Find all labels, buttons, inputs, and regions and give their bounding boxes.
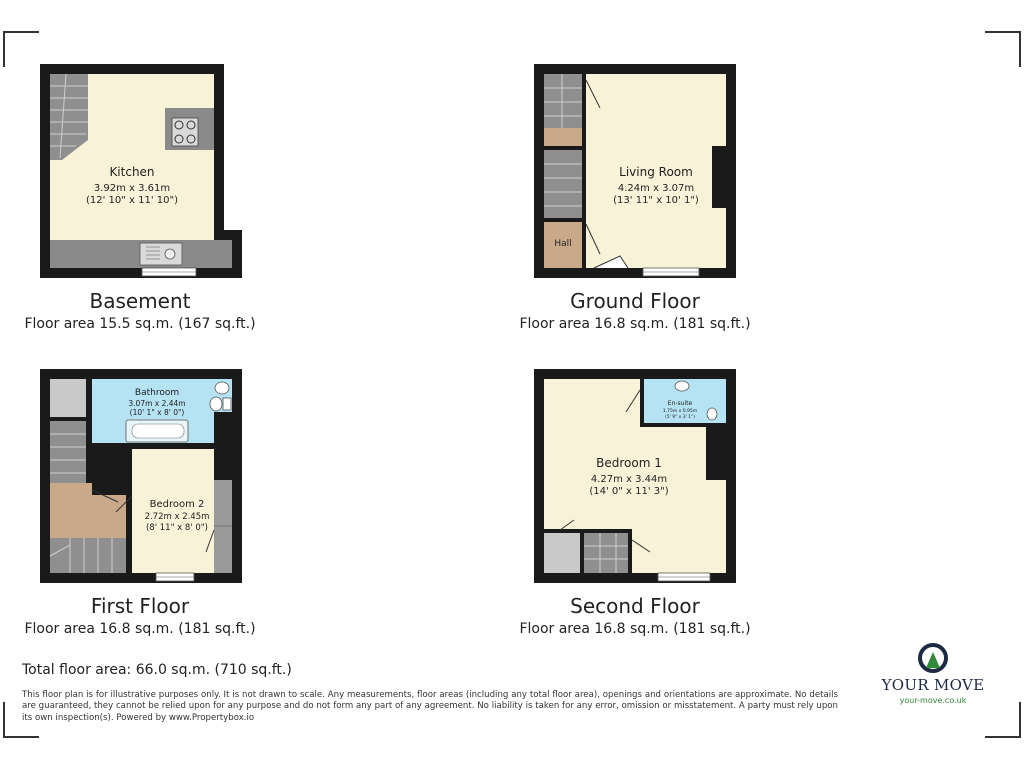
kitchen-name: Kitchen — [109, 165, 155, 179]
stairs-up-icon — [50, 421, 86, 483]
stairs-down-icon — [50, 538, 126, 573]
bathroom-metric: 3.07m x 2.44m — [128, 399, 186, 408]
ensuite-metric: 1.75m x 0.95m — [662, 409, 698, 414]
bedroom2-imperial: (8' 11" x 8' 0") — [145, 523, 209, 533]
brand-url[interactable]: your-move.co.uk — [899, 696, 967, 705]
second-floor-plan — [534, 369, 736, 583]
bathroom-imperial: (10' 1" x 8' 0") — [129, 408, 185, 417]
basin-icon — [215, 382, 229, 394]
sink-icon — [140, 243, 182, 265]
kitchen-imperial: (12' 10" x 11' 10") — [85, 195, 179, 206]
ground-floor-area: Floor area 16.8 sq.m. (181 sq.ft.) — [519, 316, 751, 332]
brand-name: YOUR MOVE — [881, 676, 985, 694]
hall-name: Hall — [554, 239, 572, 249]
bedroom2-room — [132, 449, 214, 573]
bedroom2-name: Bedroom 2 — [149, 499, 205, 510]
ensuite-imperial: (5' 9" x 3' 1") — [665, 415, 695, 420]
wardrobe — [214, 480, 232, 573]
bathroom-name: Bathroom — [134, 388, 180, 398]
stairs-lower-icon — [544, 150, 582, 222]
toilet-icon — [210, 397, 222, 411]
brand-block — [872, 640, 994, 705]
bedroom1-metric: 4.27m x 3.44m — [590, 474, 668, 485]
kitchen-metric: 3.92m x 3.61m — [93, 183, 171, 194]
living-imperial: (13' 11" x 10' 1") — [613, 195, 699, 206]
chimney-breast — [712, 146, 726, 208]
second-cupboard — [544, 533, 580, 573]
ground-floor-plan — [534, 64, 736, 278]
basement-area: Floor area 15.5 sq.m. (167 sq.ft.) — [24, 316, 256, 332]
basement-plan — [40, 64, 242, 278]
total-floor-area: Total floor area: 66.0 sq.m. (710 sq.ft.) — [22, 662, 292, 678]
second-floor-title: Second Floor — [570, 594, 700, 618]
cupboard — [50, 379, 86, 417]
second-chimney — [706, 424, 726, 480]
ensuite-toilet-icon — [675, 381, 689, 391]
sink-bowl-icon — [165, 249, 175, 259]
ensuite-name: En-suite — [667, 400, 693, 407]
second-floor-area: Floor area 16.8 sq.m. (181 sq.ft.) — [519, 621, 751, 637]
second-stairs-icon — [584, 533, 632, 573]
disclaimer-text: This floor plan is for illustrative purposes only. It is not drawn to scale. Any measurements, floor areas (including any total floor area), openings and orientations are approximate. No details are guaranteed, they cannot be relied upon for any purpose and do not form any part of any agreement. No liability is taken for any error, omission or misstatement. A party must rely upon its own inspection(s). Powered by www.Propertybox.io — [22, 690, 838, 723]
bedroom1-name: Bedroom 1 — [596, 456, 662, 470]
living-name: Living Room — [619, 165, 693, 179]
ensuite-basin-icon — [707, 408, 717, 420]
first-floor-area: Floor area 16.8 sq.m. (181 sq.ft.) — [24, 621, 256, 637]
ground-floor-title: Ground Floor — [570, 289, 700, 313]
living-metric: 4.24m x 3.07m — [617, 183, 695, 194]
basement-title: Basement — [89, 289, 191, 313]
first-floor-title: First Floor — [90, 594, 190, 618]
first-floor-plan — [40, 369, 242, 583]
bedroom1-imperial: (14' 0" x 11' 3") — [589, 486, 669, 497]
bedroom2-metric: 2.72m x 2.45m — [144, 512, 210, 522]
